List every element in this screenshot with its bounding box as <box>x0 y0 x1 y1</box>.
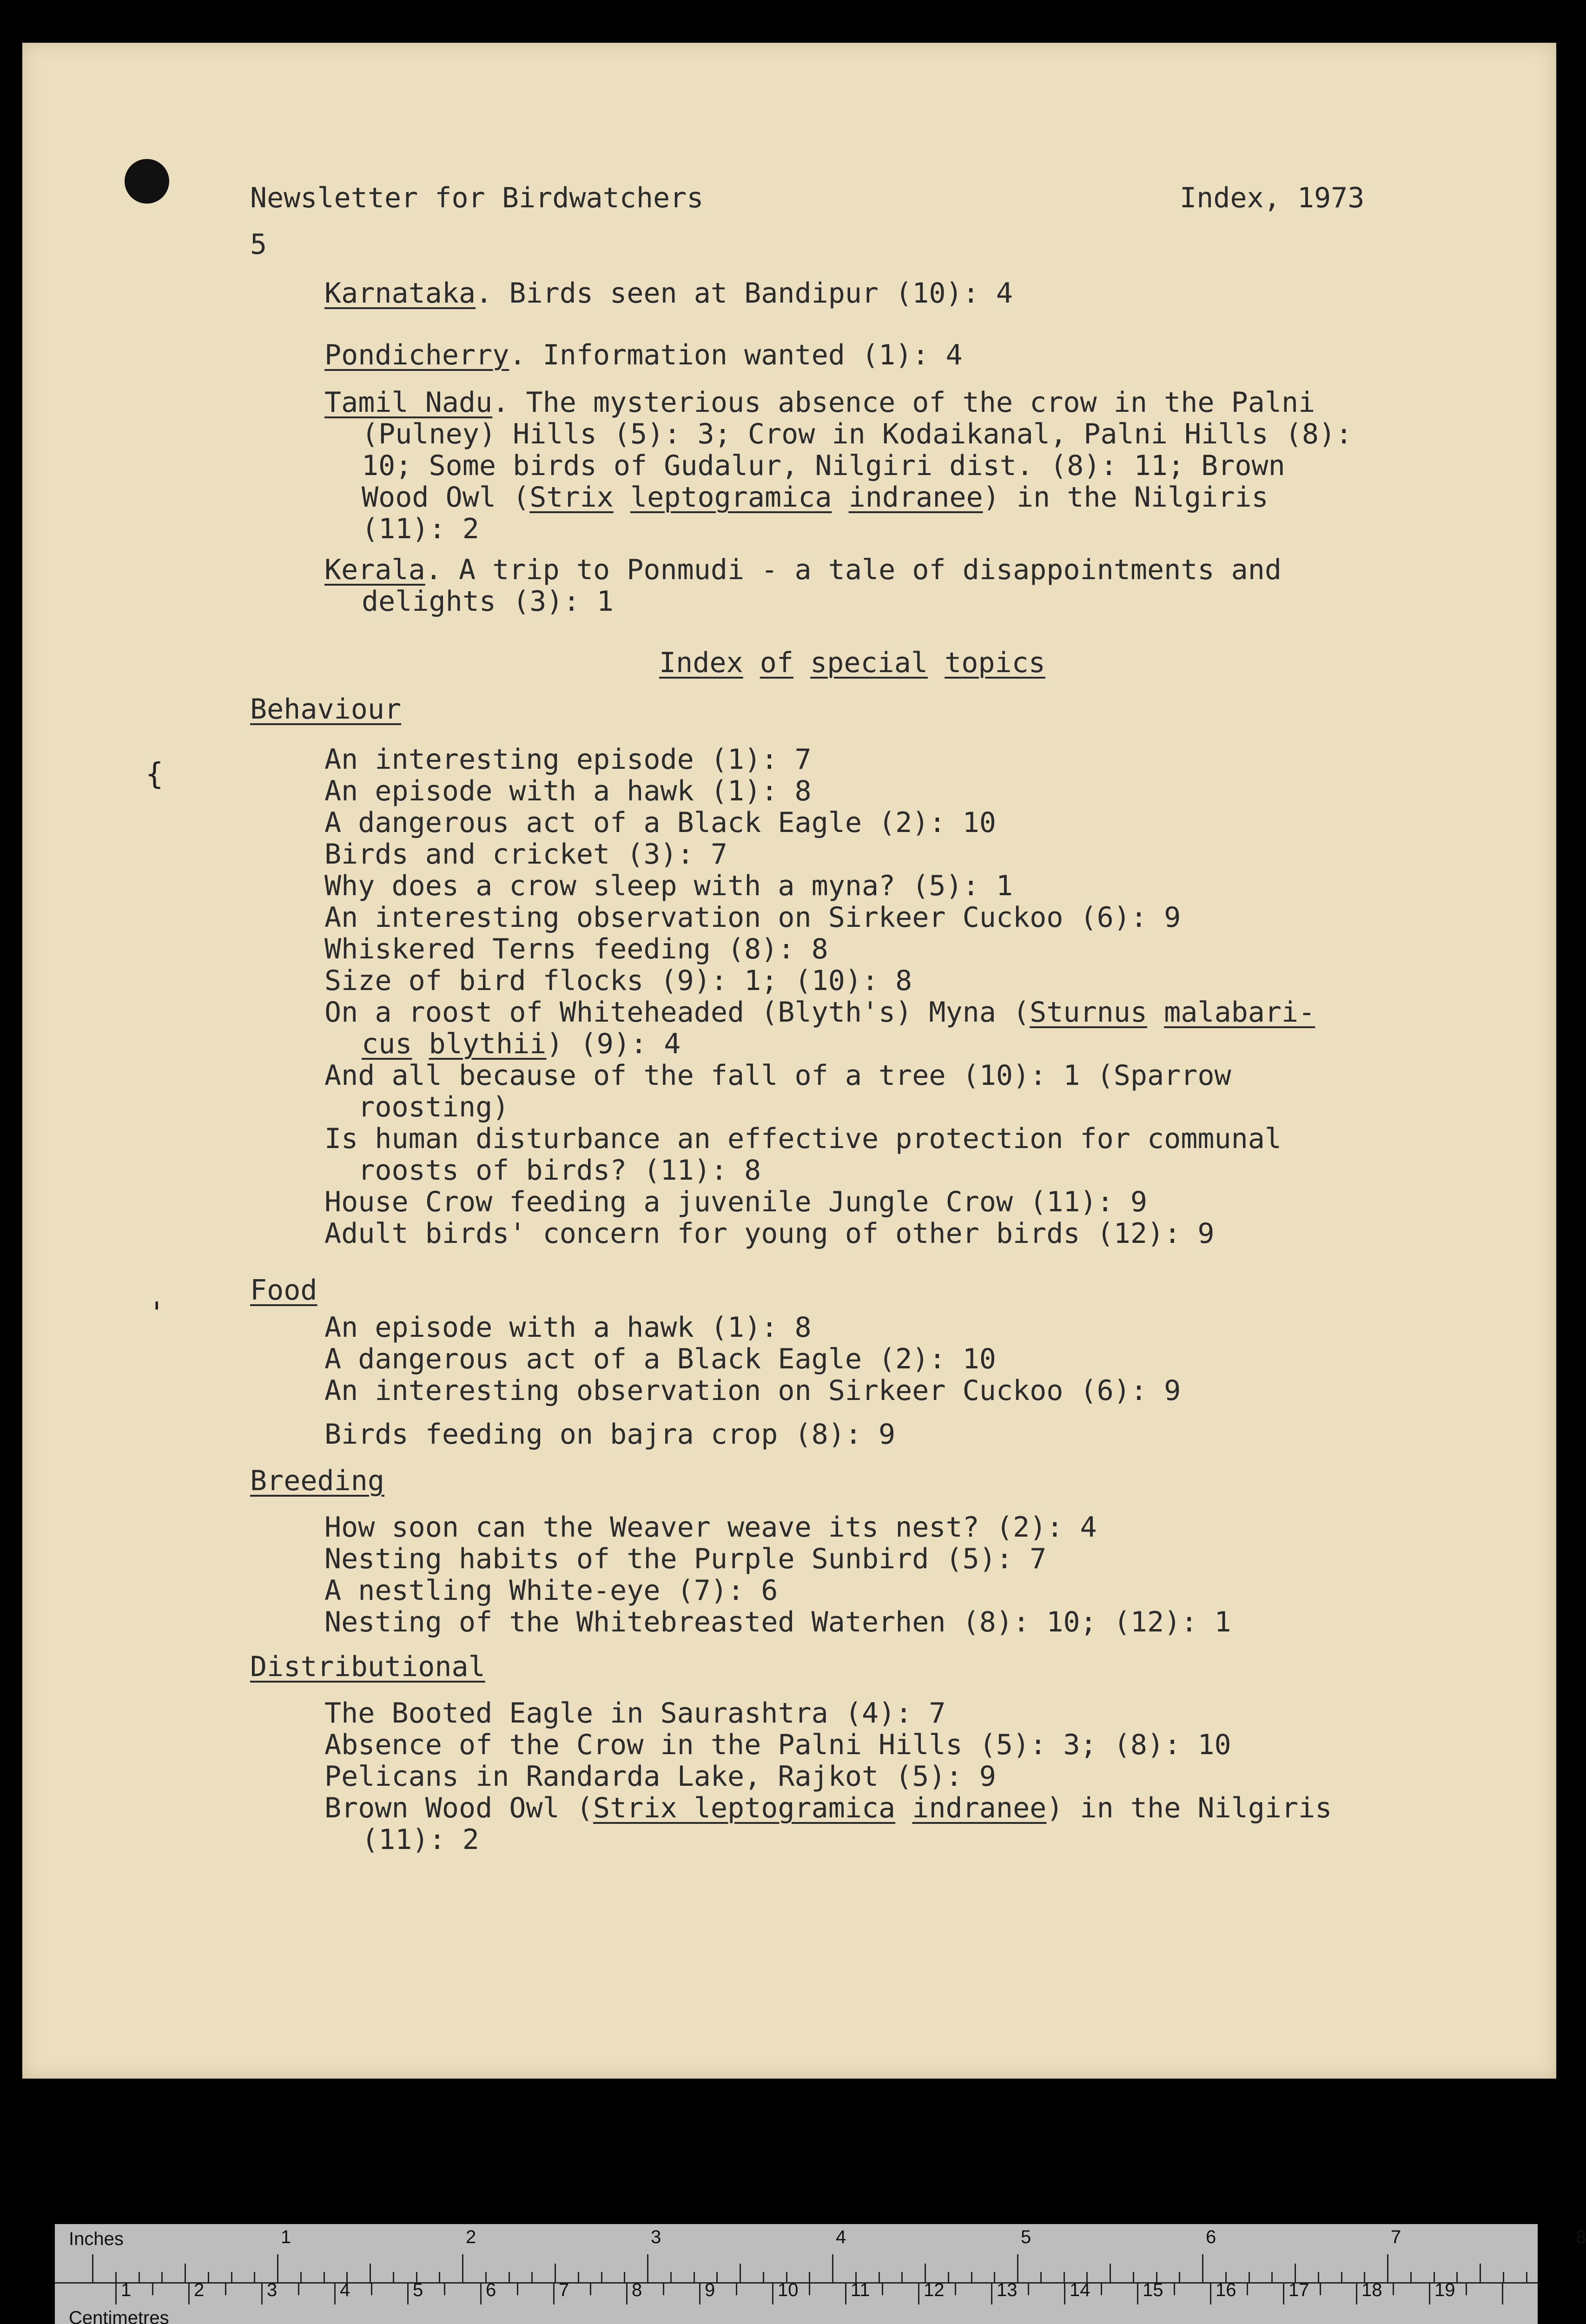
document-page <box>22 43 1556 2079</box>
inch-number: 2 <box>466 2227 476 2247</box>
inch-tick <box>670 2272 672 2282</box>
inch-tick <box>716 2272 718 2282</box>
list-item: An episode with a hawk (1): 8 <box>324 775 812 807</box>
list-item: The Booted Eagle in Saurashtra (4): 7 <box>324 1697 946 1730</box>
cm-tick <box>955 2284 956 2295</box>
inch-number: 3 <box>651 2227 661 2247</box>
inch-tick <box>763 2272 764 2282</box>
cm-tick <box>809 2284 810 2295</box>
inch-tick <box>1387 2254 1388 2282</box>
text-span: ) in the Nilgiris <box>1046 1792 1332 1824</box>
list-item-continued: roosting) <box>324 1091 509 1123</box>
cm-tick <box>1429 2284 1430 2304</box>
page-number: 5 <box>250 228 267 261</box>
cm-number: 3 <box>267 2280 278 2300</box>
cm-number: 9 <box>705 2280 715 2300</box>
margin-mark: ' <box>148 1296 166 1331</box>
inch-tick <box>324 2272 325 2282</box>
text-line <box>362 482 1269 513</box>
list-item-continued: roosts of birds? (11): 8 <box>324 1154 761 1187</box>
list-item: An interesting observation on Sirkeer Cuckoo (6): 9 <box>324 901 1181 934</box>
inch-tick <box>1040 2272 1042 2282</box>
cm-tick <box>1174 2284 1175 2295</box>
cm-tick <box>152 2284 153 2295</box>
list-item: An interesting observation on Sirkeer Cuckoo (6): 9 <box>324 1374 1181 1407</box>
species-name: indranee <box>848 481 983 514</box>
cm-number: 18 <box>1361 2280 1382 2300</box>
inch-tick <box>694 2272 695 2282</box>
cm-tick <box>772 2284 773 2304</box>
cm-tick <box>1101 2284 1102 2295</box>
section-heading-food: Food <box>250 1274 317 1307</box>
list-item: Size of bird flocks (9): 1; (10): 8 <box>324 964 912 997</box>
list-item: Pelicans in Randarda Lake, Rajkot (5): 9 <box>324 1760 996 1793</box>
cm-tick <box>1356 2284 1357 2304</box>
inch-tick <box>1318 2272 1319 2282</box>
list-item: Whiskered Terns feeding (8): 8 <box>324 933 828 965</box>
cm-tick <box>444 2284 445 2295</box>
inches-label: Inches <box>69 2229 124 2249</box>
inch-tick <box>277 2254 278 2282</box>
region-label: Kerala <box>324 554 425 586</box>
inch-tick <box>531 2272 533 2282</box>
cm-number: 6 <box>486 2280 496 2300</box>
cm-tick <box>1137 2284 1138 2304</box>
inch-tick <box>161 2272 163 2282</box>
inch-number: 8 <box>1576 2227 1586 2247</box>
region-text: . Birds seen at Bandipur (10): 4 <box>476 277 1013 310</box>
cm-number: 2 <box>194 2280 205 2300</box>
section-heading-distributional: Distributional <box>250 1651 485 1683</box>
species-name: blythii <box>429 1028 547 1060</box>
cm-tick <box>882 2284 883 2295</box>
inch-tick <box>809 2272 810 2282</box>
region-karnataka <box>324 277 1013 309</box>
cm-tick <box>334 2284 336 2304</box>
heading-word: of <box>760 647 793 679</box>
species-name: malabari- <box>1164 996 1315 1029</box>
inch-tick <box>555 2264 556 2282</box>
text-span: On a roost of Whiteheaded (Blyth's) Myna ( <box>324 996 1030 1029</box>
inch-tick <box>740 2264 741 2282</box>
centimetres-label: Centimetres <box>69 2308 169 2324</box>
inch-tick <box>1017 2254 1018 2282</box>
typed-text <box>22 43 1556 2079</box>
list-item-continued: (11): 2 <box>362 1823 479 1856</box>
list-item: Nesting of the Whitebreasted Waterhen (8): 10; (12): 1 <box>324 1606 1231 1638</box>
cm-tick <box>225 2284 226 2295</box>
inch-tick <box>1503 2272 1504 2282</box>
inch-tick <box>92 2254 93 2282</box>
cm-number: 7 <box>559 2280 569 2300</box>
cm-number: 4 <box>340 2280 350 2300</box>
inch-tick <box>231 2272 232 2282</box>
region-text: . Information wanted (1): 4 <box>509 339 963 371</box>
inch-tick <box>1456 2272 1458 2282</box>
heading-word: special <box>810 647 928 679</box>
cm-number: 15 <box>1143 2280 1163 2300</box>
cm-tick <box>1210 2284 1211 2304</box>
inch-number: 4 <box>836 2227 846 2247</box>
inch-tick <box>971 2272 972 2282</box>
inch-tick <box>925 2264 926 2282</box>
ruler <box>55 2224 1586 2324</box>
cm-tick <box>371 2284 372 2295</box>
cm-tick <box>918 2284 919 2304</box>
inch-tick <box>901 2272 903 2282</box>
cm-tick <box>1502 2284 1503 2304</box>
cm-tick <box>115 2284 117 2304</box>
region-text: . A trip to Ponmudi - a tale of disappointments and <box>425 554 1282 586</box>
list-item: An interesting episode (1): 7 <box>324 743 812 776</box>
species-name: Strix <box>529 481 614 514</box>
cm-tick <box>188 2284 190 2304</box>
inch-tick <box>601 2272 602 2282</box>
list-item: Is human disturbance an effective protection for communal <box>324 1122 1282 1155</box>
cm-number: 14 <box>1070 2280 1090 2300</box>
inch-tick <box>439 2272 440 2282</box>
list-item-continued <box>362 1028 681 1060</box>
cm-number: 11 <box>851 2280 870 2300</box>
inch-tick <box>1133 2272 1134 2282</box>
inch-tick <box>1341 2272 1342 2282</box>
inch-tick <box>832 2254 833 2282</box>
inch-tick <box>393 2272 394 2282</box>
inch-tick <box>370 2264 371 2282</box>
list-item: Adult birds' concern for young of other birds (12): 9 <box>324 1217 1215 1250</box>
newsletter-title: Newsletter for Birdwatchers <box>250 182 704 214</box>
text-line: (11): 2 <box>362 513 479 545</box>
cm-number: 1 <box>121 2280 132 2300</box>
inch-tick <box>994 2272 995 2282</box>
cm-tick <box>991 2284 992 2304</box>
inch-tick <box>624 2272 625 2282</box>
inch-number: 6 <box>1206 2227 1216 2247</box>
region-tamil-nadu <box>324 387 1315 418</box>
cm-tick <box>1028 2284 1029 2295</box>
section-heading-breeding: Breeding <box>250 1465 384 1497</box>
cm-tick <box>663 2284 664 2295</box>
region-label: Tamil Nadu <box>324 386 493 419</box>
section-heading-behaviour: Behaviour <box>250 693 402 726</box>
inch-tick <box>300 2272 302 2282</box>
text-span: Wood Owl ( <box>362 481 530 514</box>
cm-tick <box>736 2284 737 2295</box>
inch-tick <box>462 2254 463 2282</box>
cm-tick <box>480 2284 482 2304</box>
cm-number: 12 <box>924 2280 945 2300</box>
list-item <box>324 1792 1332 1824</box>
list-item <box>324 997 1315 1028</box>
list-item: And all because of the fall of a tree (10): 1 (Sparrow <box>324 1059 1231 1092</box>
cm-tick <box>298 2284 299 2295</box>
inch-tick <box>509 2272 510 2282</box>
list-item: A nestling White-eye (7): 6 <box>324 1574 778 1607</box>
index-year: Index, 1973 <box>1180 182 1365 214</box>
cm-tick <box>1466 2284 1467 2295</box>
inch-tick <box>647 2254 648 2282</box>
cm-tick <box>1247 2284 1248 2295</box>
inch-tick <box>1202 2254 1203 2282</box>
list-item: Birds feeding on bajra crop (8): 9 <box>324 1418 896 1451</box>
inch-tick <box>185 2264 186 2282</box>
text-span: Brown Wood Owl ( <box>324 1792 593 1824</box>
inch-tick <box>879 2272 880 2282</box>
cm-tick <box>590 2284 591 2295</box>
inch-number: 7 <box>1391 2227 1401 2247</box>
region-label: Pondicherry <box>324 339 509 371</box>
list-item: How soon can the Weaver weave its nest? (2): 4 <box>324 1511 1097 1544</box>
region-text: . The mysterious absence of the crow in the Palni <box>492 386 1315 419</box>
inch-tick <box>1179 2272 1180 2282</box>
cm-tick <box>1283 2284 1284 2304</box>
special-topics-heading <box>659 647 1045 679</box>
cm-tick <box>626 2284 628 2304</box>
cm-tick <box>845 2284 846 2304</box>
list-item: Why does a crow sleep with a myna? (5): 1 <box>324 870 1013 902</box>
inch-number: 5 <box>1021 2227 1031 2247</box>
inch-tick <box>254 2272 255 2282</box>
list-item: Nesting habits of the Purple Sunbird (5): 7 <box>324 1543 1047 1575</box>
inch-tick <box>115 2272 117 2282</box>
inch-tick <box>208 2272 209 2282</box>
cm-tick <box>261 2284 263 2304</box>
text-line: (Pulney) Hills (5): 3; Crow in Kodaikanal, Palni Hills (8): <box>362 418 1353 450</box>
cm-number: 19 <box>1434 2280 1455 2300</box>
cm-tick <box>699 2284 700 2304</box>
cm-tick <box>517 2284 518 2295</box>
text-line: delights (3): 1 <box>362 585 614 618</box>
list-item: Absence of the Crow in the Palni Hills (5): 3; (8): 10 <box>324 1729 1231 1761</box>
inch-tick <box>1271 2272 1273 2282</box>
list-item: House Crow feeding a juvenile Jungle Crow (11): 9 <box>324 1186 1148 1218</box>
inch-tick <box>1526 2272 1527 2282</box>
species-name: indranee <box>912 1792 1047 1824</box>
inch-tick <box>1110 2264 1111 2282</box>
cm-number: 5 <box>413 2280 423 2300</box>
list-item: Birds and cricket (3): 7 <box>324 838 727 871</box>
inch-tick <box>1295 2264 1296 2282</box>
region-label: Karnataka <box>324 277 476 310</box>
cm-number: 10 <box>778 2280 799 2300</box>
inch-tick <box>1410 2272 1412 2282</box>
list-item: An episode with a hawk (1): 8 <box>324 1311 812 1344</box>
cm-tick <box>553 2284 555 2304</box>
cm-tick <box>1064 2284 1065 2304</box>
inch-tick <box>139 2272 140 2282</box>
cm-tick <box>1320 2284 1321 2295</box>
heading-word: topics <box>945 647 1045 679</box>
cm-number: 16 <box>1216 2280 1236 2300</box>
text-span: ) (9): 4 <box>546 1028 681 1060</box>
inch-tick <box>948 2272 949 2282</box>
inch-tick <box>1249 2272 1250 2282</box>
text-span: ) in the Nilgiris <box>983 481 1269 514</box>
species-name: Sturnus <box>1030 996 1148 1029</box>
region-pondicherry <box>324 339 963 371</box>
color-control-target <box>55 2224 1586 2324</box>
cm-number: 13 <box>997 2280 1018 2300</box>
cm-number: 8 <box>632 2280 642 2300</box>
region-kerala <box>324 554 1282 586</box>
list-item: A dangerous act of a Black Eagle (2): 10 <box>324 1343 996 1375</box>
species-name: cus <box>362 1028 412 1060</box>
inch-tick <box>1064 2272 1065 2282</box>
margin-mark: { <box>145 757 164 792</box>
species-name: Strix leptogramica <box>593 1792 896 1824</box>
cm-tick <box>407 2284 409 2304</box>
inch-number: 1 <box>281 2227 291 2247</box>
text-line: 10; Some birds of Gudalur, Nilgiri dist. (8): 11; Brown <box>362 449 1285 482</box>
list-item: A dangerous act of a Black Eagle (2): 10 <box>324 806 996 839</box>
inch-tick <box>1480 2264 1481 2282</box>
species-name: leptogramica <box>630 481 832 514</box>
inch-tick <box>578 2272 579 2282</box>
heading-word: Index <box>659 647 743 679</box>
cm-tick <box>1393 2284 1394 2295</box>
cm-number: 17 <box>1289 2280 1309 2300</box>
